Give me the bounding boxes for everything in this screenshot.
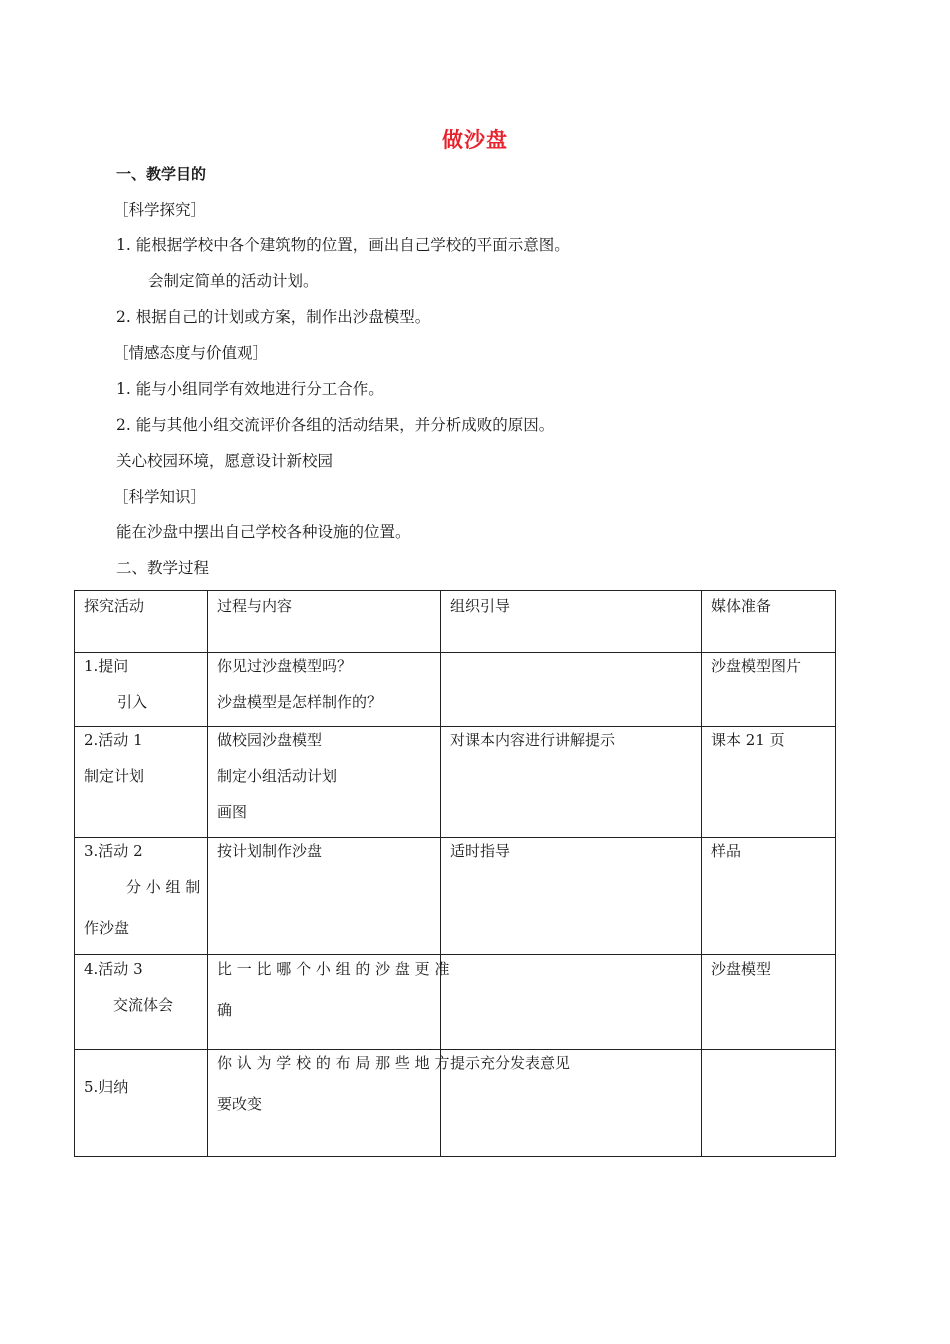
table-header-cell: 过程与内容: [208, 591, 441, 653]
table-cell-media: 沙盘模型: [702, 955, 836, 1050]
table-cell-content: 比 一 比 哪 个 小 组 的 沙 盘 更 准 确: [208, 955, 441, 1050]
table-cell-media: [702, 1050, 836, 1157]
table-cell-guide: [441, 653, 702, 727]
table-cell-activity: 1.提问 引入: [75, 653, 208, 727]
table-header-row: [75, 591, 836, 653]
table-cell-guide: 对课本内容进行讲解提示: [441, 727, 702, 838]
table-header-cell: 媒体准备: [702, 591, 836, 653]
table-cell-guide: 适时指导: [441, 838, 702, 955]
section-heading-process: 二、教学过程: [116, 559, 210, 577]
attitude-label: ［情感态度与价值观］: [113, 344, 269, 362]
table-cell-activity: 3.活动 2 分 小 组 制 作沙盘: [75, 838, 208, 955]
table-cell-media: 样品: [702, 838, 836, 955]
knowledge-item-1: 能在沙盘中摆出自己学校各种设施的位置。: [116, 523, 411, 541]
teaching-process-table: [74, 590, 836, 1157]
table-row: [75, 1050, 836, 1157]
inquiry-item-1-cont: 会制定简单的活动计划。: [148, 272, 319, 290]
table-cell-activity: 4.活动 3 交流体会: [75, 955, 208, 1050]
table-cell-activity: 5.归纳: [75, 1050, 208, 1157]
table-header-cell: 探究活动: [75, 591, 208, 653]
section-heading-objectives: 一、教学目的: [116, 165, 207, 183]
inquiry-item-1: 1. 能根据学校中各个建筑物的位置，画出自己学校的平面示意图。: [116, 236, 570, 254]
table-cell-guide: [441, 955, 702, 1050]
attitude-item-3: 关心校园环境，愿意设计新校园: [116, 452, 334, 470]
table-cell-guide: 提示充分发表意见: [441, 1050, 702, 1157]
table-row: [75, 955, 836, 1050]
table-row: [75, 653, 836, 727]
knowledge-label: ［科学知识］: [113, 488, 207, 506]
attitude-item-1: 1. 能与小组同学有效地进行分工合作。: [116, 380, 384, 398]
table-cell-media: 课本 21 页: [702, 727, 836, 838]
table-header-cell: 组织引导: [441, 591, 702, 653]
attitude-item-2: 2. 能与其他小组交流评价各组的活动结果，并分析成败的原因。: [116, 416, 555, 434]
table-cell-content: 你 认 为 学 校 的 布 局 那 些 地 方 要改变: [208, 1050, 441, 1157]
table-cell-media: 沙盘模型图片: [702, 653, 836, 727]
document-title: 做沙盘: [442, 128, 508, 152]
table-row: [75, 727, 836, 838]
inquiry-item-2: 2. 根据自己的计划或方案，制作出沙盘模型。: [116, 308, 431, 326]
table-cell-content: 你见过沙盘模型吗？ 沙盘模型是怎样制作的？: [208, 653, 441, 727]
table-cell-activity: 2.活动 1 制定计划: [75, 727, 208, 838]
table-cell-content: 做校园沙盘模型 制定小组活动计划 画图: [208, 727, 441, 838]
table-row: [75, 838, 836, 955]
table-cell-content: 按计划制作沙盘: [208, 838, 441, 955]
inquiry-label: ［科学探究］: [113, 201, 207, 219]
